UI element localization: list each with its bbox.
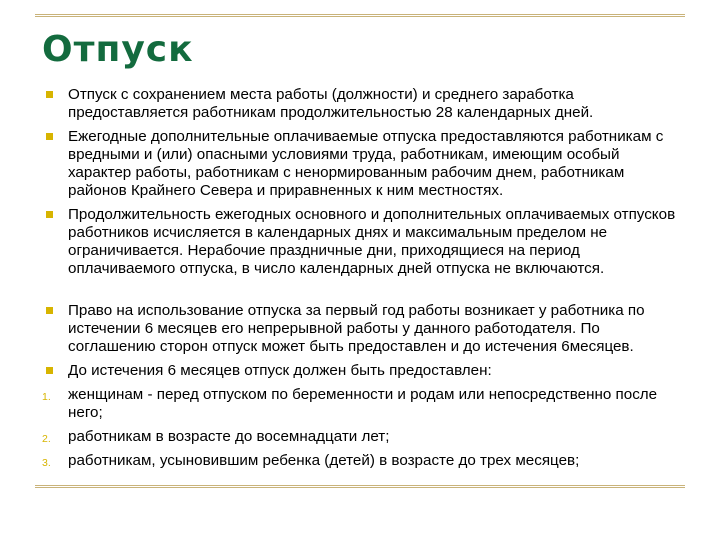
square-bullet-icon	[46, 133, 53, 140]
list-item-text: работникам в возрасте до восемнадцати лет;	[68, 428, 390, 445]
list-item	[42, 302, 682, 356]
item-number: 2.	[42, 433, 51, 445]
list-item-text: Продолжительность ежегодных основного и дополнительных оплачиваемых отпусков работников исчисляется в календарных днях и максимальным пределом не ограничивается. Нерабочие праздничные дни, приходящиеся на период оплачиваемого отпуска, в число календарных дней отпуска не включаются.	[68, 206, 676, 277]
list-item-text: Право на использование отпуска за первый год работы возникает у работника по истечении 6 месяцев его непрерывной работы у данного работодателя. По соглашению сторон отпуск может быть предоставлен и до истечения 6месяцев.	[68, 302, 645, 355]
slide-title: Отпуск	[42, 29, 194, 70]
numbered-item	[42, 452, 682, 470]
square-bullet-icon	[46, 91, 53, 98]
list-item-text: Отпуск с сохранением места работы (должности) и среднего заработка предоставляется работникам продолжительностью 28 календарных дней.	[68, 86, 594, 121]
list-item	[42, 362, 682, 380]
list-item-text: женщинам - перед отпуском по беременности и родам или непосредственно после него;	[68, 386, 658, 421]
list-item	[42, 128, 682, 200]
item-number: 3.	[42, 457, 51, 469]
list-item-text: Ежегодные дополнительные оплачиваемые отпуска предоставляются работникам с вредными и (или) опасными условиями труда, работникам, имеющим особый характер работы, работникам с ненормированным рабочим днем, работникам районов Крайнего Севера и приравненных к ним местностях.	[68, 128, 664, 199]
item-number: 1.	[42, 391, 51, 403]
numbered-item	[42, 386, 682, 422]
content-list	[42, 86, 682, 476]
bottom-divider	[35, 485, 685, 488]
list-item	[42, 206, 682, 278]
square-bullet-icon	[46, 367, 53, 374]
top-divider	[35, 14, 685, 17]
square-bullet-icon	[46, 307, 53, 314]
list-item-text: работникам, усыновившим ребенка (детей) в возрасте до трех месяцев;	[68, 452, 580, 469]
numbered-item	[42, 428, 682, 446]
list-item	[42, 86, 682, 122]
list-item-text: До истечения 6 месяцев отпуск должен быть предоставлен:	[68, 362, 492, 379]
square-bullet-icon	[46, 211, 53, 218]
